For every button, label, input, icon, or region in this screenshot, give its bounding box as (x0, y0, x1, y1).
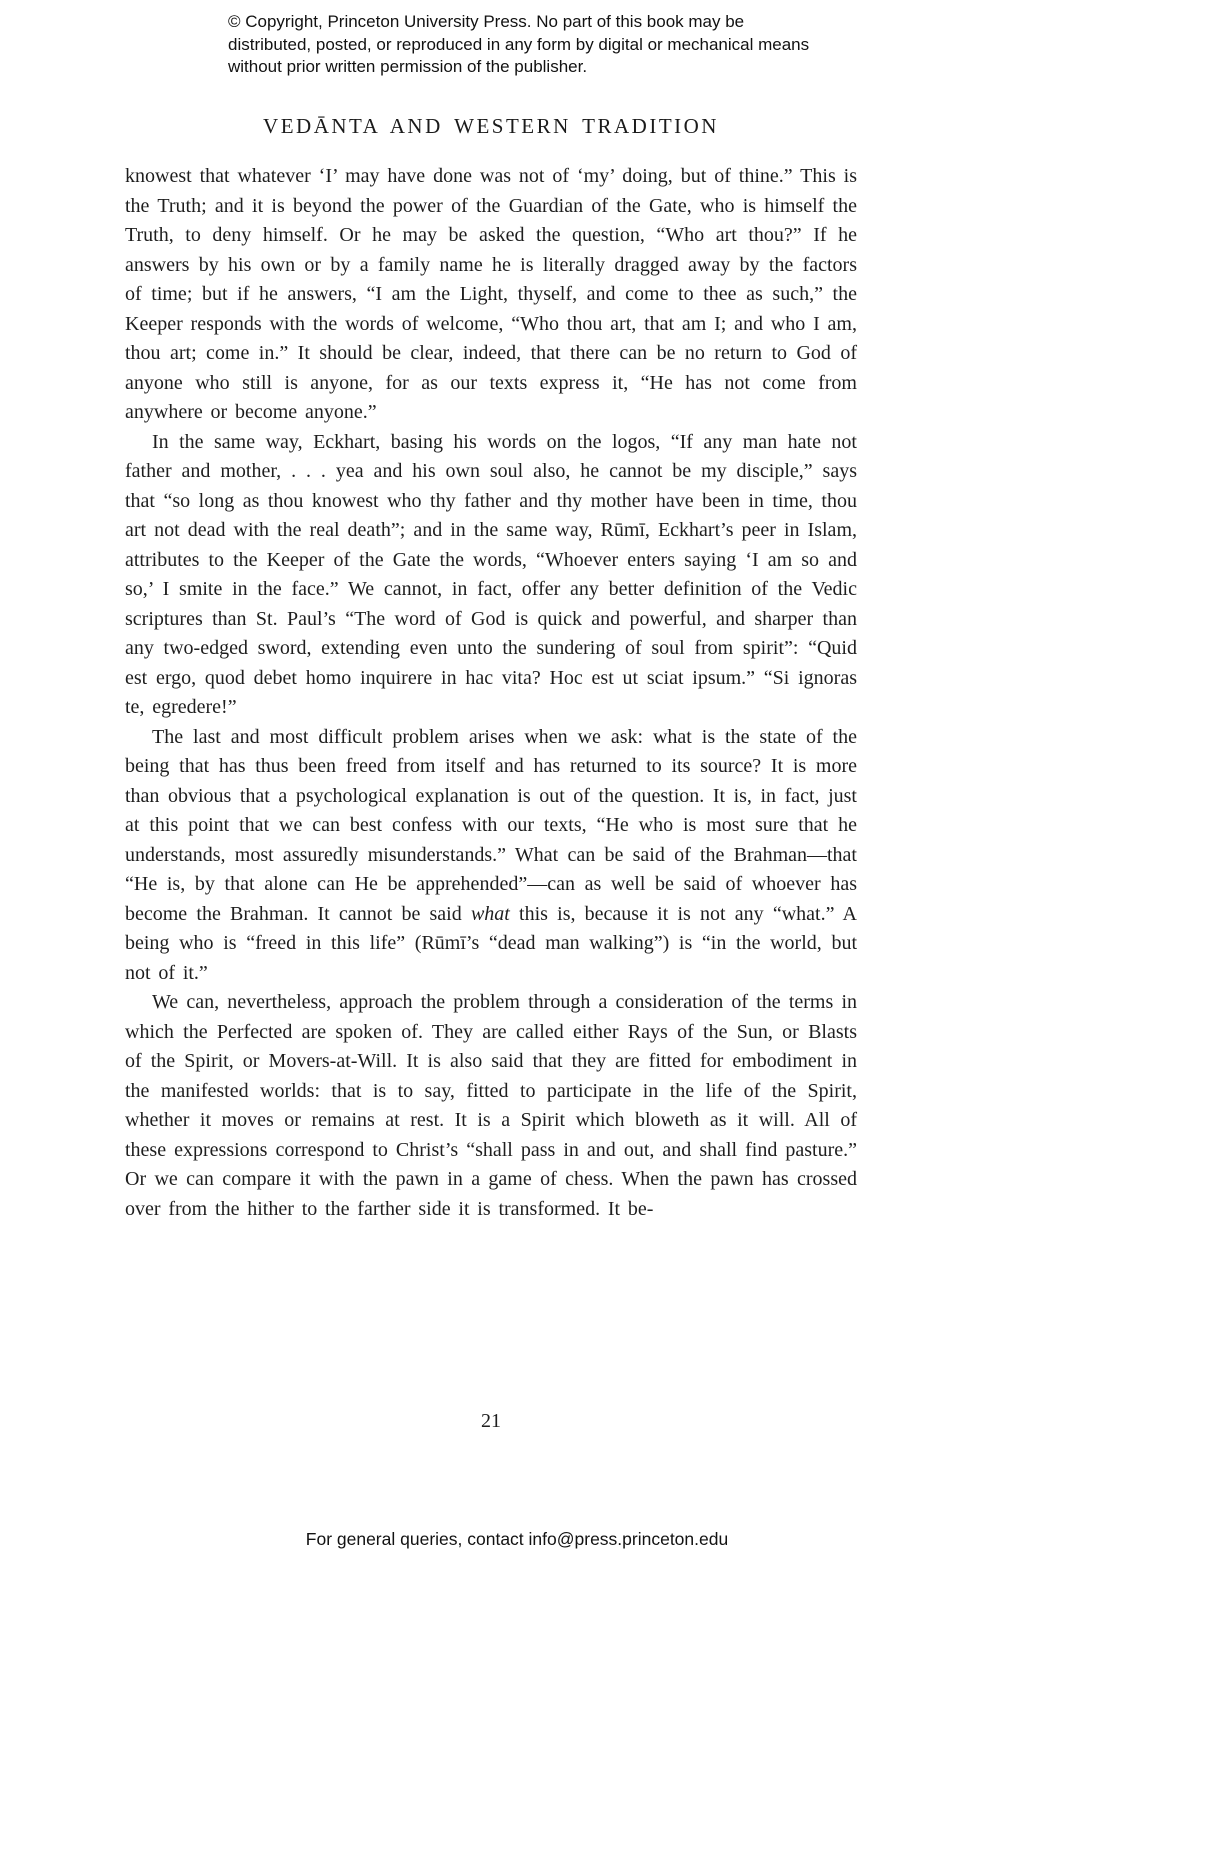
paragraph-3 (125, 723, 857, 989)
page-number: 21 (481, 1410, 501, 1432)
footer-contact: For general queries, contact info@press.princeton.edu (305, 1529, 729, 1549)
body-text (125, 162, 857, 1224)
page-title: VEDĀNTA AND WESTERN TRADITION (263, 114, 719, 138)
paragraph-3-text-a: The last and most difficult problem arises when we ask: what is the state of the being that has thus been freed from itself and has returned to its source? It is more than obvious that a psychological explanation is out of the question. It is, in fact, just at this point that we can best confess with our texts, “He who is most sure that he understands, most assuredly misunderstands.” What can be said of the Brahman—that “He is, by that alone can He be apprehended”—can as well be said of whoever has become the Brahman. It cannot be said (125, 725, 857, 925)
copyright-notice: © Copyright, Princeton University Press. No part of this book may be distributed, posted, or reproduced in any form by digital or mechanical means without prior written permission of the publisher. (228, 12, 810, 76)
paragraph-1: knowest that whatever ‘I’ may have done was not of ‘my’ doing, but of thine.” This is the Truth; and it is beyond the power of the Guardian of the Gate, who is himself the Truth, to deny himself. Or he may be asked the question, “Who art thou?” If he answers by his own or by a family name he is literally dragged away by the factors of time; but if he answers, “I am the Light, thyself, and come to thee as such,” the Keeper responds with the words of welcome, “Who thou art, that am I; and who I am, thou art; come in.” It should be clear, indeed, that there can be no return to God of anyone who still is anyone, for as our texts express it, “He has not come from anywhere or become anyone.” (125, 165, 857, 423)
paragraph-3-italic-word: what (470, 902, 510, 925)
paragraph-4: We can, nevertheless, approach the problem through a consideration of the terms in which the Perfected are spoken of. They are called either Rays of the Sun, or Blasts of the Spirit, or Movers-at-Will. It is also said that they are fitted for embodiment in the manifested worlds: that is to say, fitted to participate in the life of the Spirit, whether it moves or remains at rest. It is a Spirit which bloweth as it will. All of these expressions correspond to Christ’s “shall pass in and out, and shall find pasture.” Or we can compare it with the pawn in a game of chess. When the pawn has crossed over from the hither to the farther side it is transformed. It be- (125, 991, 857, 1220)
paragraph-3-text-b: this is, because it is not any “what.” A being who is “freed in this life” (Rūmī’s “dead man walking”) is “in the world, but not of it.” (125, 902, 857, 984)
paragraph-2: In the same way, Eckhart, basing his words on the logos, “If any man hate not father and mother, . . . yea and his own soul also, he cannot be my disciple,” says that “so long as thou knowest who thy father and thy mother have been in time, thou art not dead with the real death”; and in the same way, Rūmī, Eckhart’s peer in Islam, attributes to the Keeper of the Gate the words, “Whoever enters saying ‘I am so and so,’ I smite in the face.” We cannot, in fact, offer any better definition of the Vedic scriptures than St. Paul’s “The word of God is quick and powerful, and sharper than any two-edged sword, extending even unto the sundering of soul from spirit”: “Quid est ergo, quod debet homo inquirere in hac vita? Hoc est ut sciat ipsum.” “Si ignoras te, egredere!” (125, 430, 857, 718)
